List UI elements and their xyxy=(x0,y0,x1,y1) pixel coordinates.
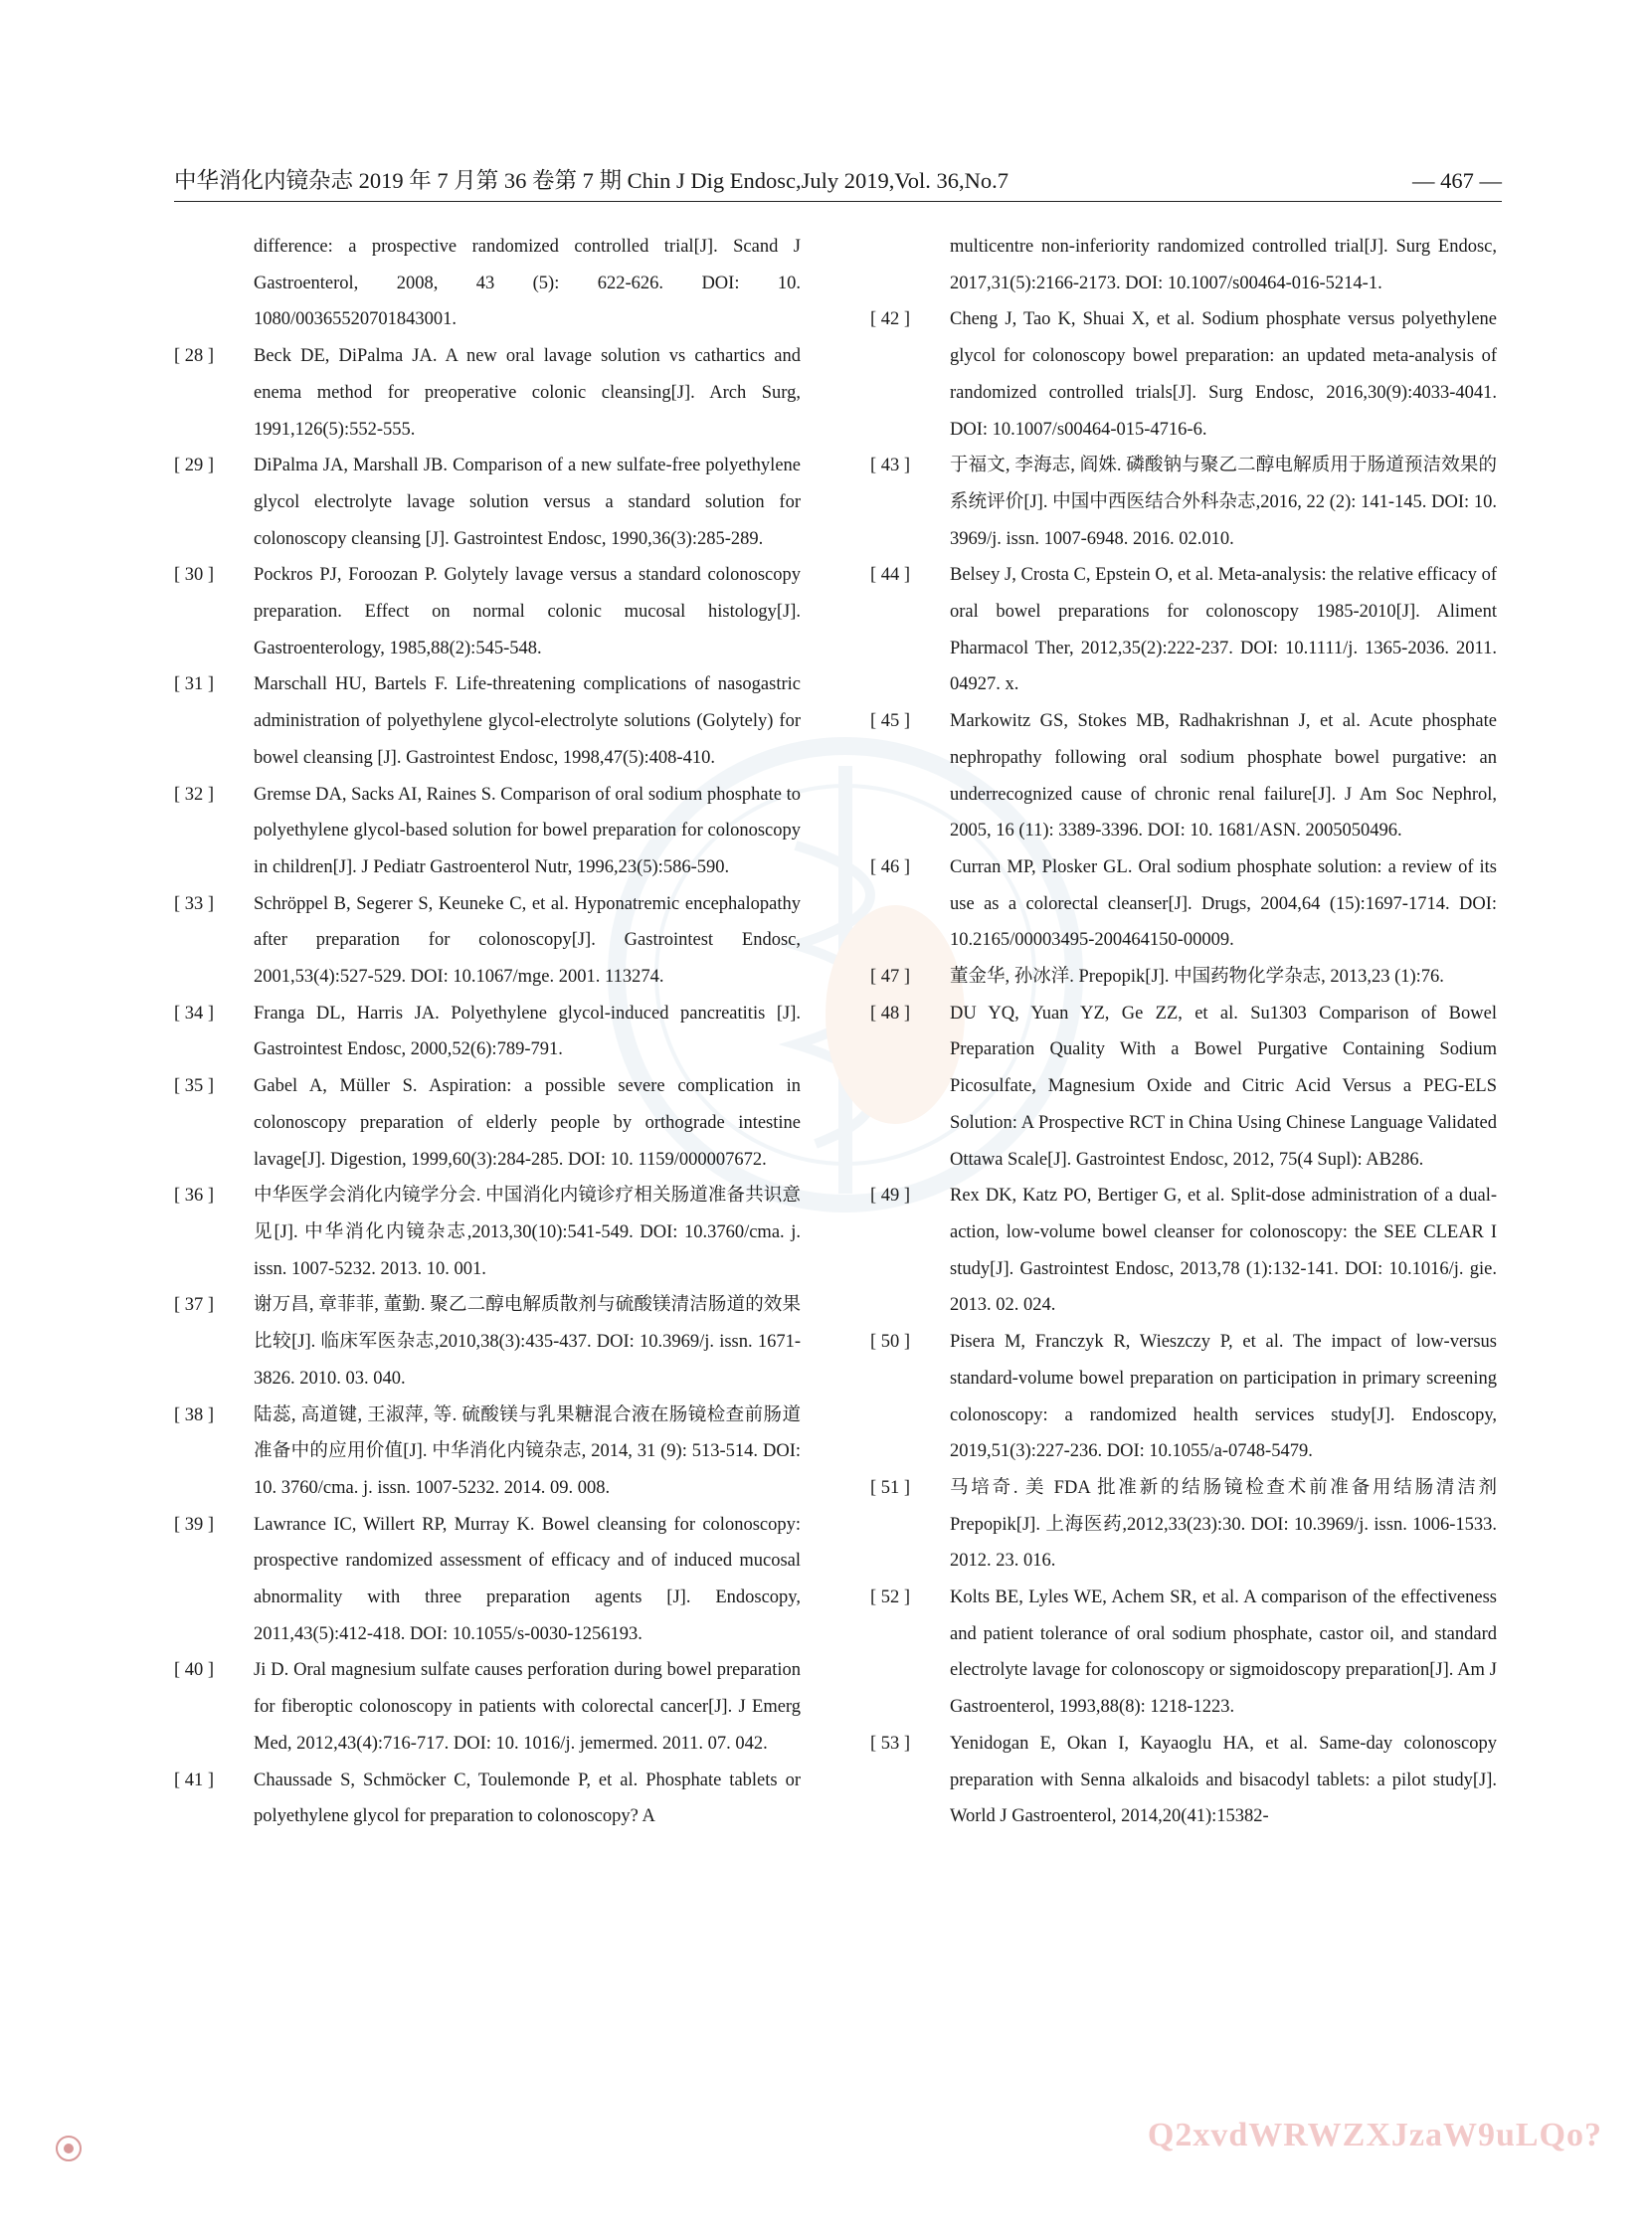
reference-text: Pockros PJ, Foroozan P. Golytely lavage versus a standard colonoscopy preparation. Effect on normal colonic mucosal histology[J]. Gastroenterology, 1985,88(2):545-548. xyxy=(254,565,801,658)
running-header xyxy=(174,161,1502,201)
reference-number: [ 46 ] xyxy=(870,856,911,877)
reference-number: [ 33 ] xyxy=(174,893,215,914)
reference-number: [ 45 ] xyxy=(870,711,911,732)
reference-text: Gremse DA, Sacks AI, Raines S. Comparison of oral sodium phosphate to polyethylene glycol-based solution for bowel preparation for colonoscopy in children[J]. J Pediatr Gastroenterol Nutr, 1996,23(5):586-590. xyxy=(254,784,801,877)
reference-entry xyxy=(174,1398,801,1507)
reference-number: [ 31 ] xyxy=(174,674,215,695)
reference-entry xyxy=(870,1178,1497,1324)
reference-text: Cheng J, Tao K, Shuai X, et al. Sodium phosphate versus polyethylene glycol for colonoscopy bowel preparation: an updated meta-analysis of randomized controlled trials[J]. Surg Endosc, 2016,30(9):4033-4041. DOI: 10.1007/s00464-015-4716-6. xyxy=(950,309,1497,440)
reference-text: 董金华, 孙冰洋. Prepopik[J]. 中国药物化学杂志, 2013,23 (1):76. xyxy=(950,967,1444,988)
reference-number: [ 53 ] xyxy=(870,1733,911,1754)
reference-entry xyxy=(870,849,1497,959)
reference-text: difference: a prospective randomized controlled trial[J]. Scand J Gastroenterol, 2008, 43 (5): 622-626. DOI: 10. 1080/00365520701843001. xyxy=(254,237,801,330)
reference-text: Markowitz GS, Stokes MB, Radhakrishnan J, et al. Acute phosphate nephropathy following oral sodium phosphate bowel purgative: an underrecognized cause of chronic renal failure[J]. J Am Soc Nephrol, 2005, 16 (11): 3389-3396. DOI: 10. 1681/ASN. 2005050496. xyxy=(950,711,1497,841)
reference-entry xyxy=(870,959,1497,996)
reference-text: Schröppel B, Segerer S, Keuneke C, et al. Hyponatremic encephalopathy after preparation for colonoscopy[J]. Gastrointest Endosc, 2001,53(4):527-529. DOI: 10.1067/mge. 2001. 113274. xyxy=(254,893,801,988)
reference-number: [ 42 ] xyxy=(870,309,911,330)
reference-number: [ 44 ] xyxy=(870,565,911,586)
reference-entry xyxy=(870,1580,1497,1726)
reference-number: [ 41 ] xyxy=(174,1770,215,1790)
header-rule xyxy=(174,201,1502,202)
reference-number: [ 28 ] xyxy=(174,346,215,367)
reference-entry xyxy=(174,777,801,886)
reference-text: multicentre non-inferiority randomized controlled trial[J]. Surg Endosc, 2017,31(5):2166-2173. DOI: 10.1007/s00464-016-5214-1. xyxy=(950,237,1497,293)
reference-entry xyxy=(174,1652,801,1762)
reference-text: 马培奇. 美 FDA 批准新的结肠镜检查术前准备用结肠清洁剂 Prepopik[J]. 上海医药,2012,33(23):30. DOI: 10.3969/j. issn. 1006-1533. 2012. 23. 016. xyxy=(950,1477,1497,1572)
reference-number: [ 51 ] xyxy=(870,1477,911,1498)
reference-entry xyxy=(870,448,1497,557)
reference-number: [ 38 ] xyxy=(174,1404,215,1425)
reference-entry xyxy=(174,338,801,448)
publisher-logo xyxy=(55,2129,83,2168)
reference-number: [ 43 ] xyxy=(870,456,911,476)
reference-text: Kolts BE, Lyles WE, Achem SR, et al. A comparison of the effectiveness and patient tolerance of oral sodium phosphate, castor oil, and standard electrolyte lavage for colonoscopy or sigmoidoscopy preparation[J]. Am J Gastroenterol, 1993,88(8): 1218-1223. xyxy=(950,1587,1497,1718)
reference-entry xyxy=(174,557,801,666)
reference-number: [ 50 ] xyxy=(870,1332,911,1353)
reference-text: Ji D. Oral magnesium sulfate causes perforation during bowel preparation for fiberoptic colonoscopy in patients with colorectal cancer[J]. J Emerg Med, 2012,43(4):716-717. DOI: 10. 1016/j. jemermed. 2011. 07. 042. xyxy=(254,1660,801,1754)
reference-number: [ 29 ] xyxy=(174,456,215,476)
reference-text: Pisera M, Franczyk R, Wieszczy P, et al. The impact of low-versus standard-volume bowel preparation on participation in primary screening colonoscopy: a randomized health services study[J]. Endoscopy, 2019,51(3):227-236. DOI: 10.1055/a-0748-5479. xyxy=(950,1332,1497,1462)
reference-entry xyxy=(870,996,1497,1179)
reference-text: Belsey J, Crosta C, Epstein O, et al. Meta-analysis: the relative efficacy of oral bowel preparations for colonoscopy 1985-2010[J]. Aliment Pharmacol Ther, 2012,35(2):222-237. DOI: 10.1111/j. 1365-2036. 2011. 04927. x. xyxy=(950,565,1497,695)
reference-entry xyxy=(174,1068,801,1178)
reference-entry xyxy=(870,301,1497,448)
left-column xyxy=(174,229,801,1835)
reference-number: [ 39 ] xyxy=(174,1514,215,1535)
reference-number: [ 36 ] xyxy=(174,1186,215,1207)
reference-number: [ 49 ] xyxy=(870,1186,911,1207)
reference-entry xyxy=(870,1726,1497,1835)
reference-number: [ 32 ] xyxy=(174,784,215,805)
reference-number: [ 35 ] xyxy=(174,1076,215,1097)
reference-number: [ 48 ] xyxy=(870,1003,911,1024)
reference-number: [ 30 ] xyxy=(174,565,215,586)
reference-entry xyxy=(870,1324,1497,1470)
reference-number: [ 47 ] xyxy=(870,967,911,988)
reference-number: [ 40 ] xyxy=(174,1660,215,1681)
reference-text: 谢万昌, 章菲菲, 董勤. 聚乙二醇电解质散剂与硫酸镁清洁肠道的效果比较[J]. 临床军医杂志,2010,38(3):435-437. DOI: 10.3969/j. issn. 1671-3826. 2010. 03. 040. xyxy=(254,1295,801,1389)
reference-text: Curran MP, Plosker GL. Oral sodium phosphate solution: a review of its use as a colorectal cleanser[J]. Drugs, 2004,64 (15):1697-1714. DOI: 10.2165/00003495-200464150-00009. xyxy=(950,856,1497,951)
right-column xyxy=(870,229,1497,1835)
reference-entry xyxy=(174,229,801,338)
reference-text: Beck DE, DiPalma JA. A new oral lavage solution vs cathartics and enema method for preoperative colonic cleansing[J]. Arch Surg, 1991,126(5):552-555. xyxy=(254,346,801,440)
reference-entry xyxy=(870,557,1497,703)
publisher-emblem-icon xyxy=(55,2135,83,2162)
reference-text: Chaussade S, Schmöcker C, Toulemonde P, et al. Phosphate tablets or polyethylene glycol for preparation to colonoscopy? A xyxy=(254,1770,801,1827)
reference-text: 陆蕊, 高道键, 王淑萍, 等. 硫酸镁与乳果糖混合液在肠镜检查前肠道准备中的应用价值[J]. 中华消化内镜杂志, 2014, 31 (9): 513-514. DOI: 10. 3760/cma. j. issn. 1007-5232. 2014. 09. 008. xyxy=(254,1404,801,1498)
reference-entry xyxy=(174,448,801,557)
reference-text: DU YQ, Yuan YZ, Ge ZZ, et al. Su1303 Comparison of Bowel Preparation Quality With a Bowel Purgative Containing Sodium Picosulfate, Magnesium Oxide and Citric Acid Versus a PEG-ELS Solution: A Prospective RCT in China Using Chinese Language Validated Ottawa Scale[J]. Gastrointest Endosc, 2012, 75(4 Supl): AB286. xyxy=(950,1003,1497,1170)
reference-entry xyxy=(174,1507,801,1653)
reference-number: [ 37 ] xyxy=(174,1295,215,1316)
reference-entry xyxy=(174,886,801,996)
reference-number: [ 52 ] xyxy=(870,1587,911,1608)
reference-text: Gabel A, Müller S. Aspiration: a possible severe complication in colonoscopy preparation of elderly people by orthograde intestine lavage[J]. Digestion, 1999,60(3):284-285. DOI: 10. 1159/000007672. xyxy=(254,1076,801,1170)
reference-entry xyxy=(870,229,1497,301)
reference-text: 于福文, 李海志, 阎姝. 磷酸钠与聚乙二醇电解质用于肠道预洁效果的系统评价[J]. 中国中西医结合外科杂志,2016, 22 (2): 141-145. DOI: 10. 3969/j. issn. 1007-6948. 2016. 02.010. xyxy=(950,456,1497,549)
reference-entry xyxy=(174,1763,801,1835)
reference-entry xyxy=(870,703,1497,849)
reference-text: Yenidogan E, Okan I, Kayaoglu HA, et al. Same-day colonoscopy preparation with Senna alkaloids and bisacodyl tablets: a pilot study[J]. World J Gastroenterol, 2014,20(41):15382- xyxy=(950,1733,1497,1827)
reference-text: Lawrance IC, Willert RP, Murray K. Bowel cleansing for colonoscopy: prospective randomized assessment of efficacy and of induced mucosal abnormality with three preparation agents [J]. Endoscopy, 2011,43(5):412-418. DOI: 10.1055/s-0030-1256193. xyxy=(254,1514,801,1644)
reference-text: DiPalma JA, Marshall JB. Comparison of a new sulfate-free polyethylene glycol electrolyte lavage solution versus a standard solution for colonoscopy cleansing [J]. Gastrointest Endosc, 1990,36(3):285-289. xyxy=(254,456,801,549)
footer-code: Q2xvdWRWZXJzaW9uLQo? xyxy=(1147,2117,1602,2153)
reference-entry xyxy=(870,1470,1497,1580)
reference-entry xyxy=(174,666,801,776)
reference-entry xyxy=(174,1178,801,1287)
reference-text: Rex DK, Katz PO, Bertiger G, et al. Split-dose administration of a dual-action, low-volume bowel cleanser for colonoscopy: the SEE CLEAR I study[J]. Gastrointest Endosc, 2013,78 (1):132-141. DOI: 10.1016/j. gie. 2013. 02. 024. xyxy=(950,1186,1497,1316)
reference-text: Marschall HU, Bartels F. Life-threatening complications of nasogastric administration of polyethylene glycol-electrolyte solutions (Golytely) for bowel cleansing [J]. Gastrointest Endosc, 1998,47(5):408-410. xyxy=(254,674,801,768)
reference-text: 中华医学会消化内镜学分会. 中国消化内镜诊疗相关肠道准备共识意见[J]. 中华消化内镜杂志,2013,30(10):541-549. DOI: 10.3760/cma. j. issn. 1007-5232. 2013. 10. 001. xyxy=(254,1186,801,1279)
reference-entry xyxy=(174,996,801,1068)
page-number: — 467 — xyxy=(1412,168,1502,193)
reference-number: [ 34 ] xyxy=(174,1003,215,1024)
journal-citation: 中华消化内镜杂志 2019 年 7 月第 36 卷第 7 期 Chin J Dig Endosc,July 2019,Vol. 36,No.7 xyxy=(174,168,1009,193)
reference-entry xyxy=(174,1287,801,1397)
reference-text: Franga DL, Harris JA. Polyethylene glycol-induced pancreatitis [J]. Gastrointest Endosc, 2000,52(6):789-791. xyxy=(254,1003,801,1060)
